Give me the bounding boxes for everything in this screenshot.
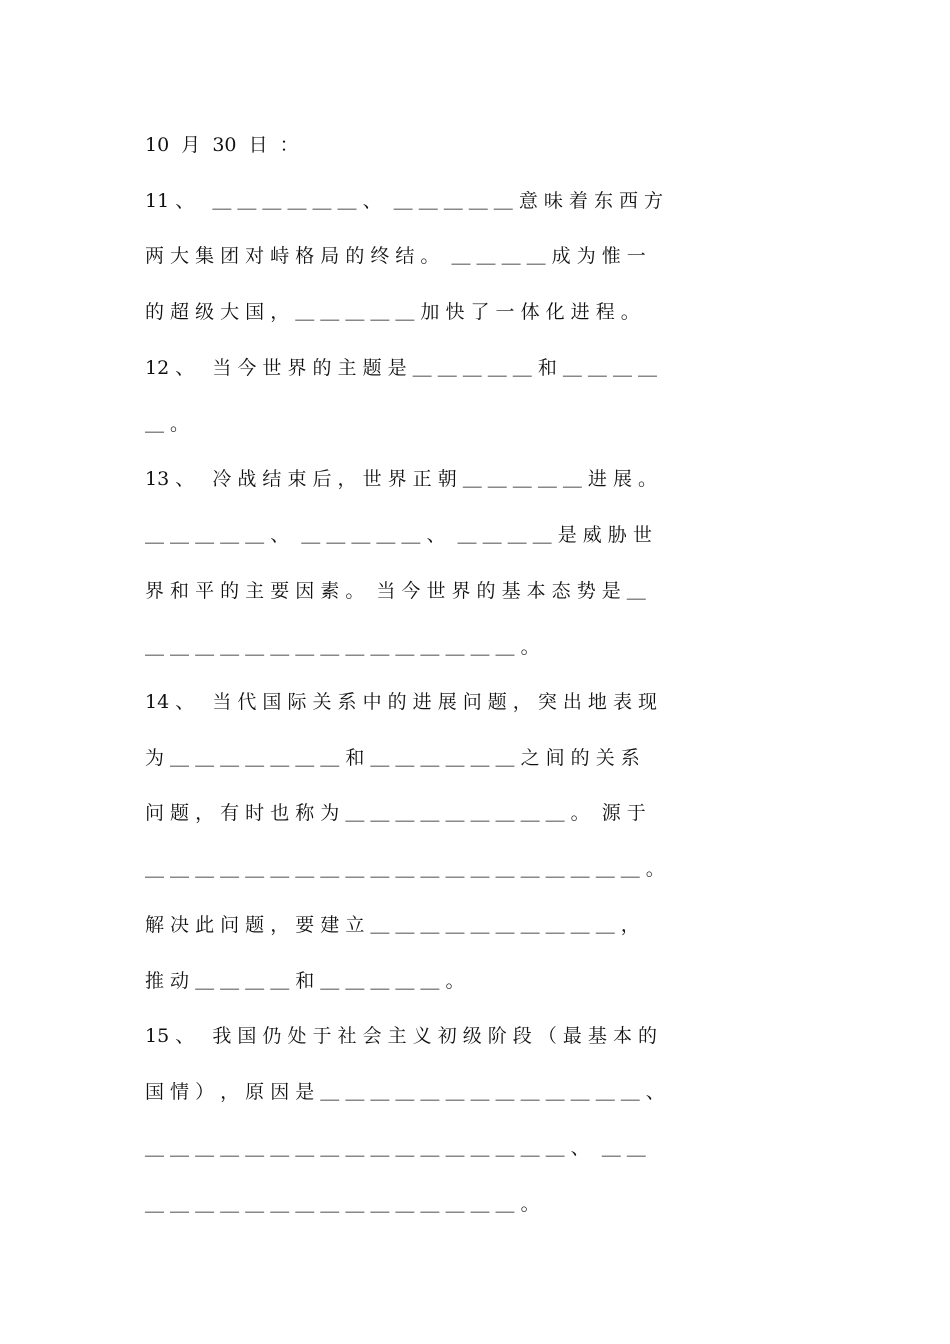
question-15-line-1: 15 、 我 国 仍 处 于 社 会 主 义 初 级 阶 段 （ 最 基 本 的 xyxy=(145,1025,658,1047)
question-14-line-5: 解 决 此 问 题 ， 要 建 立 ＿ ＿ ＿ ＿ ＿ ＿ ＿ ＿ ＿ ＿ ， xyxy=(145,914,640,936)
question-13-line-4: ＿ ＿ ＿ ＿ ＿ ＿ ＿ ＿ ＿ ＿ ＿ ＿ ＿ ＿ ＿ 。 xyxy=(145,636,540,658)
question-14-line-3: 问 题 ， 有 时 也 称 为 ＿ ＿ ＿ ＿ ＿ ＿ ＿ ＿ ＿ 。 源 于 xyxy=(145,802,646,824)
date-heading: 10 月 30 日 ： xyxy=(145,134,299,156)
question-12-line-2: ＿ 。 xyxy=(145,413,190,435)
question-13-line-3: 界 和 平 的 主 要 因 素 。 当 今 世 界 的 基 本 态 势 是 ＿ xyxy=(145,580,646,602)
question-15-line-4: ＿ ＿ ＿ ＿ ＿ ＿ ＿ ＿ ＿ ＿ ＿ ＿ ＿ ＿ ＿ 。 xyxy=(145,1193,540,1215)
question-11-line-2: 两 大 集 团 对 峙 格 局 的 终 结 。 ＿ ＿ ＿ ＿ 成 为 惟 一 xyxy=(145,245,646,267)
question-13-line-1: 13 、 冷 战 结 束 后 ， 世 界 正 朝 ＿ ＿ ＿ ＿ ＿ 进 展 。 xyxy=(145,468,658,490)
question-15-line-3: ＿ ＿ ＿ ＿ ＿ ＿ ＿ ＿ ＿ ＿ ＿ ＿ ＿ ＿ ＿ ＿ ＿ 、 ＿ ＿ xyxy=(145,1137,646,1159)
question-11-line-3: 的 超 级 大 国 ， ＿ ＿ ＿ ＿ ＿ 加 快 了 一 体 化 进 程 。 xyxy=(145,301,640,323)
question-11-line-1: 11 、 ＿ ＿ ＿ ＿ ＿ ＿ 、 ＿ ＿ ＿ ＿ ＿ 意 味 着 东 西 方 xyxy=(145,190,664,212)
question-14-line-2: 为 ＿ ＿ ＿ ＿ ＿ ＿ ＿ 和 ＿ ＿ ＿ ＿ ＿ ＿ 之 间 的 关 系 xyxy=(145,747,640,769)
question-12-line-1: 12 、 当 今 世 界 的 主 题 是 ＿ ＿ ＿ ＿ ＿ 和 ＿ ＿ ＿ ＿ xyxy=(145,357,658,379)
question-14-line-1: 14 、 当 代 国 际 关 系 中 的 进 展 问 题 ， 突 出 地 表 现 xyxy=(145,691,658,713)
question-13-line-2: ＿ ＿ ＿ ＿ ＿ 、 ＿ ＿ ＿ ＿ ＿ 、 ＿ ＿ ＿ ＿ 是 威 胁 世 xyxy=(145,524,652,546)
question-14-line-4: ＿ ＿ ＿ ＿ ＿ ＿ ＿ ＿ ＿ ＿ ＿ ＿ ＿ ＿ ＿ ＿ ＿ ＿ ＿ ＿ 。 xyxy=(145,858,665,880)
question-15-line-2: 国 情 ） ， 原 因 是 ＿ ＿ ＿ ＿ ＿ ＿ ＿ ＿ ＿ ＿ ＿ ＿ ＿ 、 xyxy=(145,1081,665,1103)
question-14-line-6: 推 动 ＿ ＿ ＿ ＿ 和 ＿ ＿ ＿ ＿ ＿ 。 xyxy=(145,970,465,992)
